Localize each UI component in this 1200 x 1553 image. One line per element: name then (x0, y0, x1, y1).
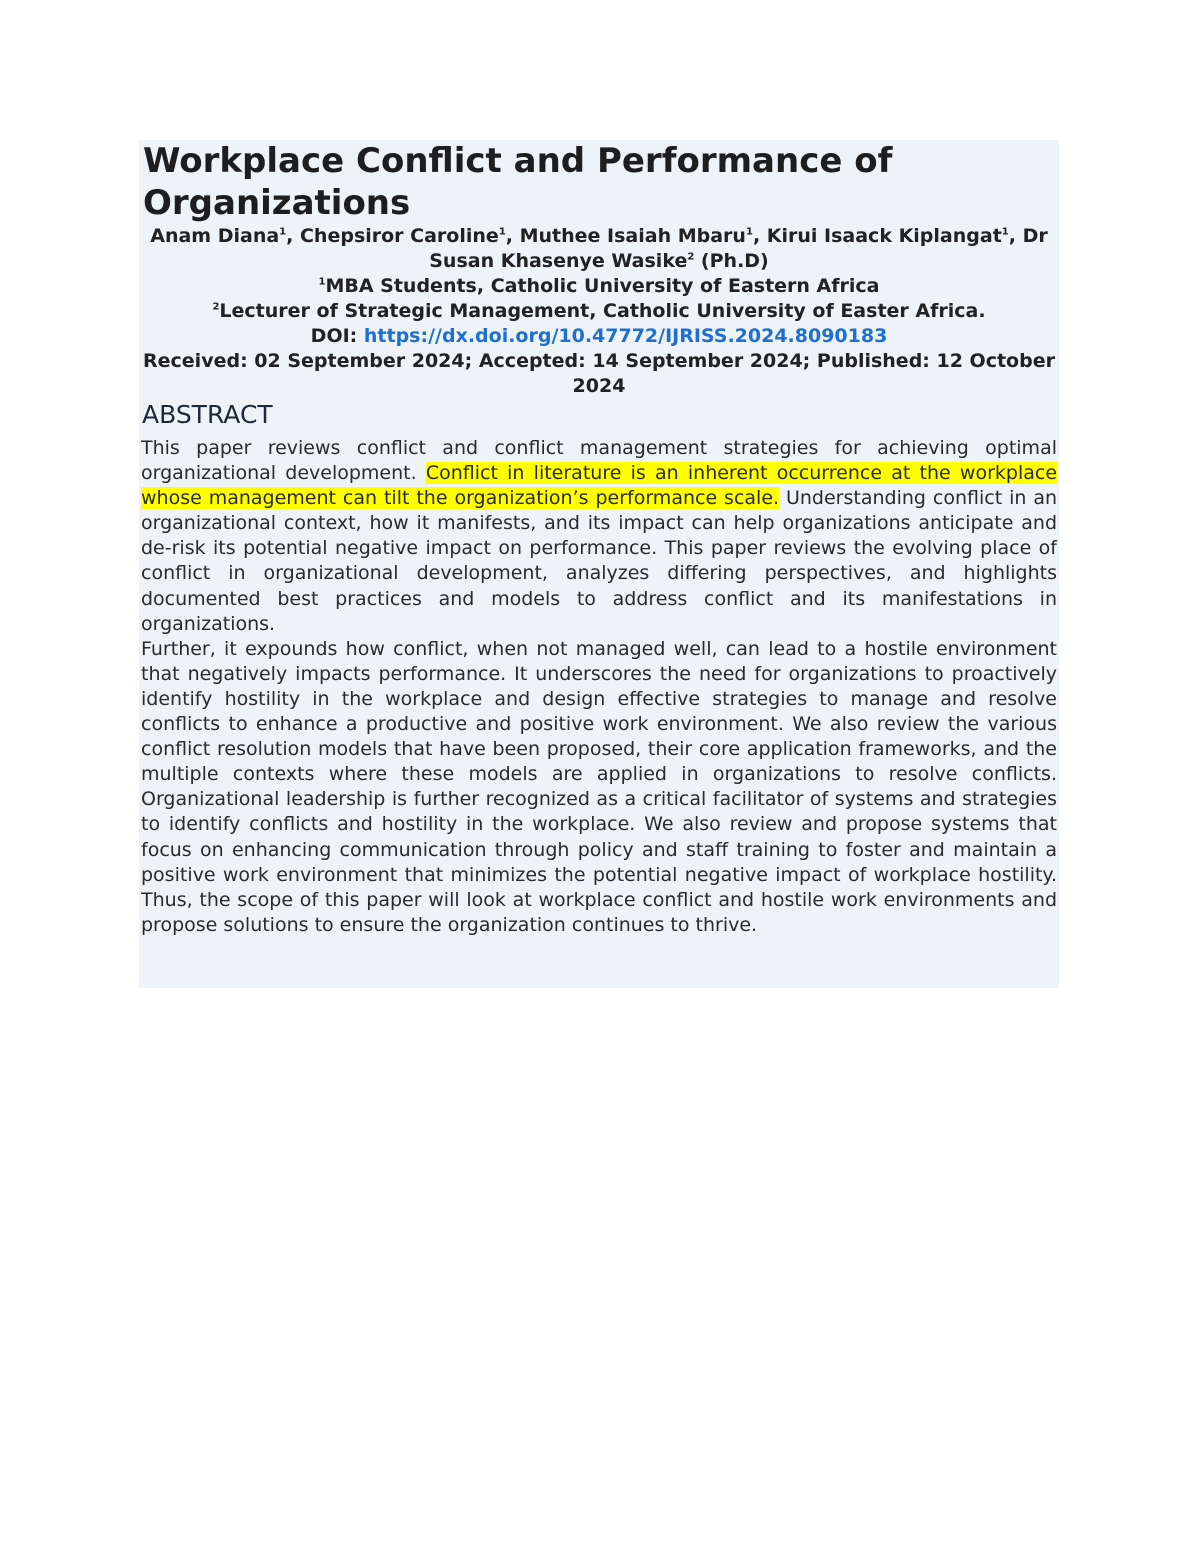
affiliation-number: 2 (212, 301, 220, 313)
author-name: Anam Diana (150, 225, 280, 247)
author-name: Kirui Isaack Kiplangat (766, 225, 1002, 247)
abstract-body (141, 436, 1057, 938)
doi-line (139, 324, 1059, 349)
affiliation-1 (139, 274, 1059, 299)
author-name: Dr Susan Khasenye Wasike (429, 225, 1048, 272)
abstract-paragraph: Further, it expounds how conflict, when not managed well, can lead to a hostile environment that negatively impacts performance. It underscores the need for organizations to proactively identify hostility in the workplace and design effective strategies to manage and resolve conflicts to enhance a productive and positive work environment. We also review the various conflict resolution models that have been proposed, their core application frameworks, and the multiple contexts where these models are applied in organizations to resolve conflicts. Organizational leadership is further recognized as a critical facilitator of systems and strategies to identify conflicts and hostility in the workplace. We also review and propose systems that focus on enhancing communication through policy and staff training to foster and maintain a positive work environment that minimizes the potential negative impact of workplace hostility. Thus, the scope of this paper will look at workplace conflict and hostile work environments and propose solutions to ensure the organization continues to thrive. (141, 637, 1057, 936)
highlighted-sentence: Conflict in literature is an inherent occurrence at the workplace whose management can tilt the organization’s performance scale. (141, 462, 1058, 510)
doi-link[interactable]: https://dx.doi.org/10.47772/IJRISS.2024.8090183 (363, 325, 888, 347)
author-name: Muthee Isaiah Mbaru (519, 225, 746, 247)
publication-dates: Received: 02 September 2024; Accepted: 14 September 2024; Published: 12 October 2024 (143, 350, 1055, 397)
affiliation-2 (139, 299, 1059, 324)
abstract-paragraph (141, 436, 1057, 637)
affiliation-text: MBA Students, Catholic University of Eastern Africa (325, 275, 880, 297)
author-name: Chepsiror Caroline (299, 225, 499, 247)
author-list: Anam Diana$^1$, Chepsiror Caroline$^1$, Muthee Isaiah Mbaru$^1$, Kirui Isaack Kiplangat$^1$, Dr Susan Khasenye Wasike$^2$ (Ph.D) (150, 225, 1048, 272)
affiliation-marker: 2 (687, 251, 695, 263)
affiliation-marker: 1 (1001, 226, 1009, 238)
affiliation-marker: 1 (498, 226, 506, 238)
paper-header-block (139, 140, 1059, 988)
affiliation-text: Lecturer of Strategic Management, Catholic University of Easter Africa. (219, 300, 986, 322)
abstract-text: This paper reviews conflict and conflict management strategies for achieving optimal organizational development. (141, 437, 1057, 485)
affiliation-number: 1 (318, 276, 326, 288)
affiliation-marker: 1 (745, 226, 753, 238)
author-suffix: (Ph.D) (694, 250, 769, 272)
abstract-heading: ABSTRACT (142, 400, 273, 429)
affiliation-marker: 1 (279, 226, 287, 238)
abstract-text: Understanding conflict in an organizational context, how it manifests, and its impact can help organizations anticipate and de-risk its potential negative impact on performance. This paper reviews the evolving place of conflict in organizational development, analyzes differing perspectives, and highlights documented best practices and models to address conflict and its manifestations in organizations. (141, 487, 1058, 635)
doi-label: DOI: (310, 325, 364, 347)
paper-title: Workplace Conflict and Performance of Organizations (143, 141, 893, 223)
